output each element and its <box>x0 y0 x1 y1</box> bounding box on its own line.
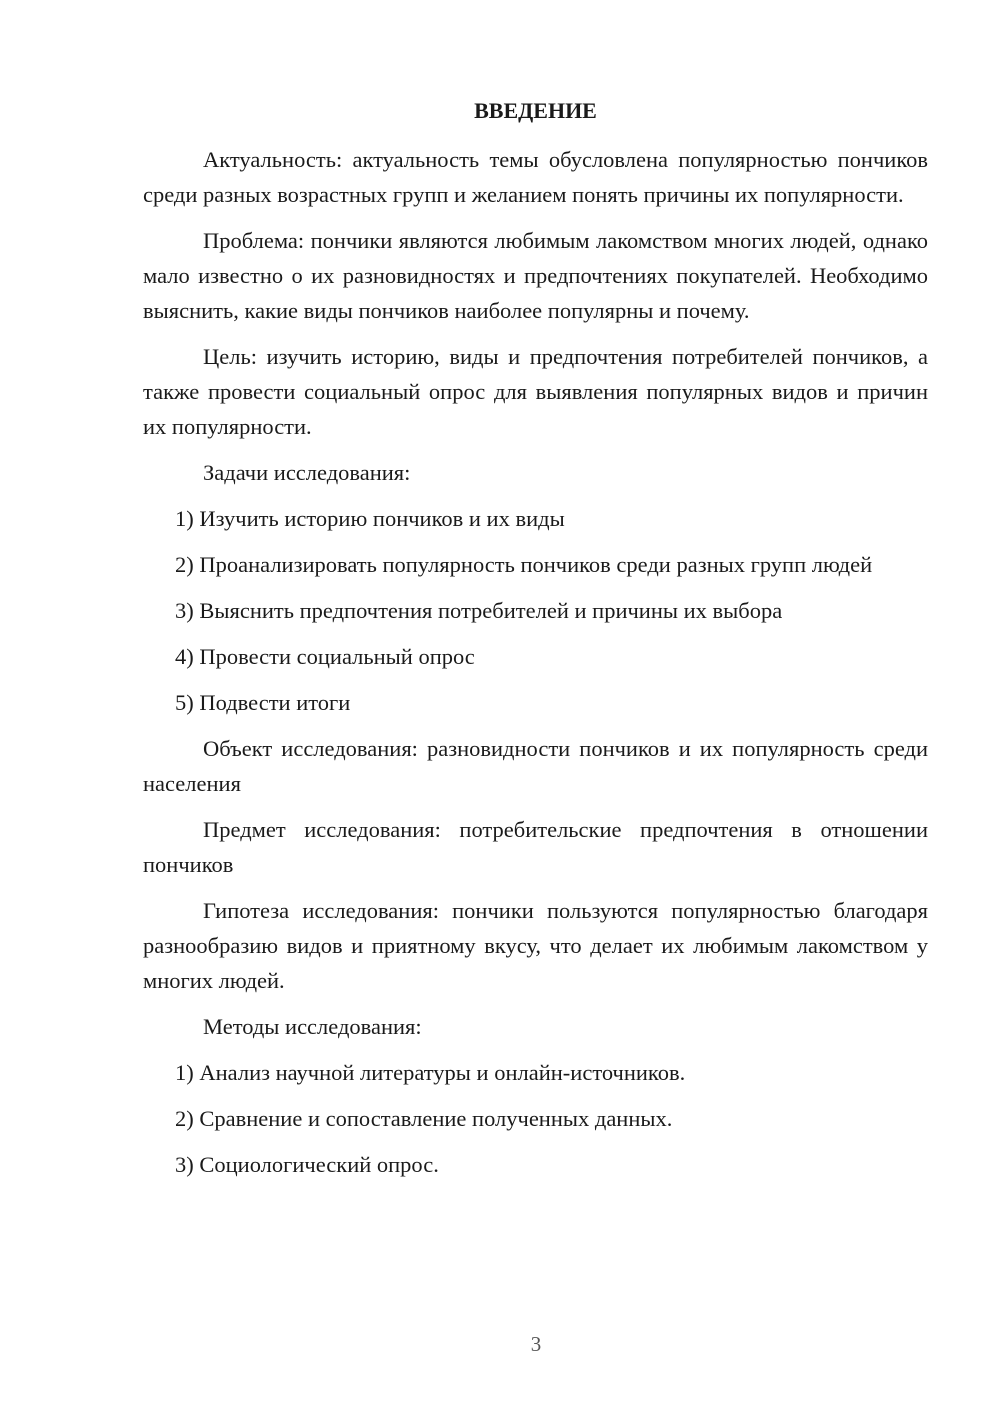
problem-paragraph: Проблема: пончики являются любимым лакомством многих людей, однако мало известно о их разновидностях и предпочтениях покупателей. Необходимо выяснить, какие виды пончиков наиболее популярны и почему. <box>143 228 928 323</box>
page-title: ВВЕДЕНИЕ <box>474 98 597 123</box>
relevance-paragraph: Актуальность: актуальность темы обусловлена популярностью пончиков среди разных возрастных групп и желанием понять причины их популярности. <box>143 147 928 207</box>
task-item: 1) Изучить историю пончиков и их виды <box>175 506 565 531</box>
method-item: 3) Социологический опрос. <box>175 1152 439 1177</box>
goal-paragraph: Цель: изучить историю, виды и предпочтения потребителей пончиков, а также провести социальный опрос для выявления популярных видов и причин их популярности. <box>143 344 928 439</box>
task-item: 2) Проанализировать популярность пончиков среди разных групп людей <box>175 552 873 577</box>
methods-heading: Методы исследования: <box>203 1014 422 1039</box>
task-item: 3) Выяснить предпочтения потребителей и причины их выбора <box>175 598 783 623</box>
task-item: 5) Подвести итоги <box>175 690 351 715</box>
hypothesis-paragraph: Гипотеза исследования: пончики пользуются популярностью благодаря разнообразию видов и приятному вкусу, что делает их любимым лакомством у многих людей. <box>143 898 928 993</box>
object-paragraph: Объект исследования: разновидности пончиков и их популярность среди населения <box>143 736 928 796</box>
method-item: 2) Сравнение и сопоставление полученных данных. <box>175 1106 673 1131</box>
method-item: 1) Анализ научной литературы и онлайн-источников. <box>175 1060 686 1085</box>
subject-paragraph: Предмет исследования: потребительские предпочтения в отношении пончиков <box>143 817 928 877</box>
document-body <box>143 96 928 1193</box>
page-number: 3 <box>530 1332 542 1356</box>
task-item: 4) Провести социальный опрос <box>175 644 475 669</box>
tasks-heading: Задачи исследования: <box>203 460 411 485</box>
